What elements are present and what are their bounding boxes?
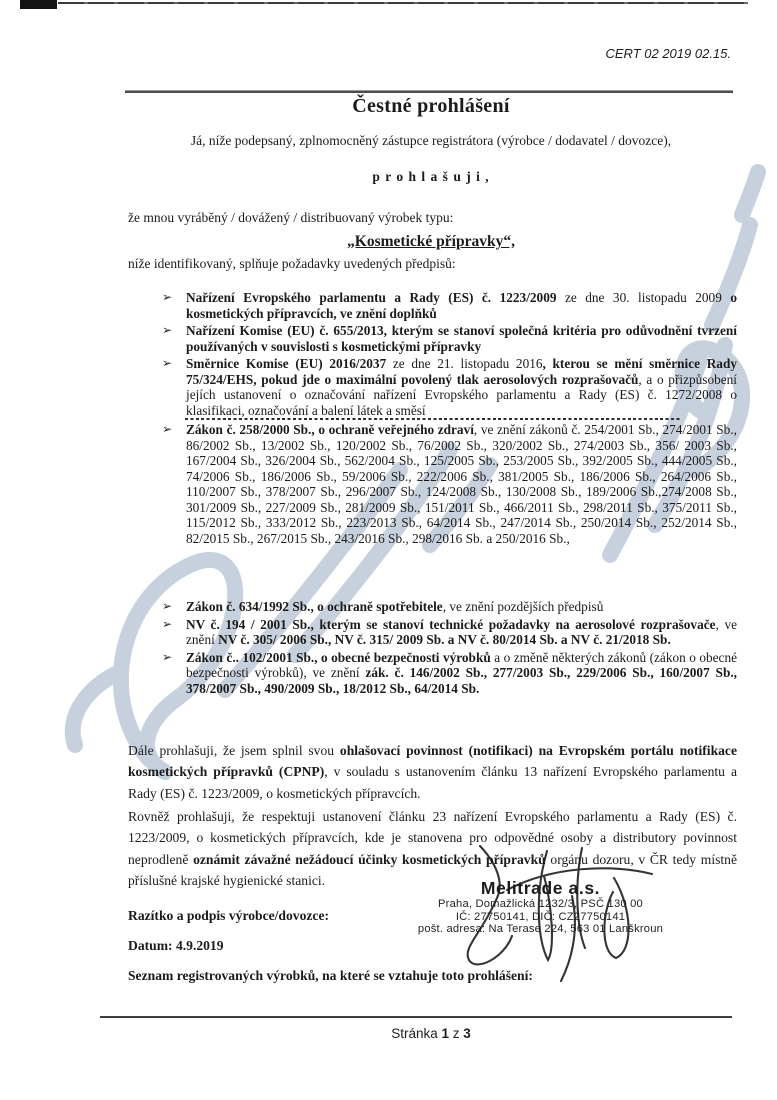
scan-artifact-line <box>58 2 748 4</box>
regulation-item <box>160 356 737 418</box>
bullet-arrow-icon: ➢ <box>162 649 173 664</box>
stamp-company-name: Melitrade a.s. <box>480 878 601 898</box>
identified-line: níže identifikovaný, splňuje požadavky uvedených předpisů: <box>128 256 456 271</box>
intro-line: Já, níže podepsaný, zplnomocněný zástupce registrátora (výrobce / dodavatel / dovozce), <box>190 133 672 148</box>
regulation-text: Nařízení Komise (EU) č. 655/2013, kterým se stanoví společná kritéria pro odůvodnění tvrzení používaných v souvislosti s kosmetickými přípravky <box>186 323 737 354</box>
registered-products-label: Seznam registrovaných výrobků, na které se vztahuje toto prohlášení: <box>128 968 533 983</box>
date-line: Datum: 4.9.2019 <box>128 938 224 953</box>
company-stamp <box>408 879 673 936</box>
dashed-separator <box>185 418 681 420</box>
regulation-text: Zákon č. 258/2000 Sb., o ochraně veřejného zdraví, ve znění zákonů č. 254/2001 Sb., 274/2001 Sb., 86/2002 Sb., 13/2002 Sb., 120/2002 Sb., 76/2002 Sb., 320/2002 Sb., 274/2003 Sb., 356/ 2003 Sb., 167/2004 Sb., 326/2004 Sb., 562/2004 Sb., 125/2005 Sb., 253/2005 Sb., 392/2005 Sb., 444/2005 Sb., 74/2006 Sb., 186/2006 Sb., 59/2006 Sb., 222/2006 Sb., 381/2005 Sb., 186/2006 Sb., 264/2006 Sb., 110/2007 Sb., 378/2007 Sb., 296/2007 Sb., 124/2008 Sb., 130/2008 Sb., 189/2006 Sb.,274/2008 Sb., 301/2009 Sb., 227/2009 Sb., 281/2009 Sb., 151/2011 Sb., 466/2011 Sb., 298/2011 Sb., 375/2011 Sb., 115/2012 Sb., 333/2012 Sb., 223/2013 Sb., 64/2014 Sb., 247/2014 Sb., 250/2014 Sb., 252/2014 Sb., 82/2015 Sb., 267/2015 Sb., 243/2016 Sb., 298/2016 Sb. a 250/2016 Sb., <box>186 422 737 546</box>
product-type-line: že mnou vyráběný / dovážený / distribuovaný výrobek typu: <box>128 210 454 225</box>
regulation-text: Směrnice Komise (EU) 2016/2037 ze dne 21. listopadu 2016, kterou se mění směrnice Rady 75/324/EHS, pokud jde o maximální povolený tlak aerosolových rozprašovačů, a o přizpůsobení jejích ustanovení o označování nařízení Evropského parlamentu a Rady (ES) č. 1272/2008 o klasifikaci, označování a balení látek a směsí <box>186 356 737 418</box>
page-number-line <box>128 1026 734 1041</box>
regulation-item <box>160 422 737 546</box>
regulation-text: Zákon č.. 102/2001 Sb., o obecné bezpečnosti výrobků a o změně některých zákonů (zákon o obecné bezpečnosti výrobků), ve znění zák. č. 146/2002 Sb., 277/2003 Sb., 229/2006 Sb., 160/2007 Sb., 378/2007 Sb., 490/2009 Sb., 18/2012 Sb., 64/2014 Sb. <box>186 649 737 696</box>
stamp-postal-address: pošt. adresa: Na Terase 224, 563 01 Lanškroun <box>417 923 664 936</box>
page-word: Stránka <box>391 1026 442 1041</box>
bullet-arrow-icon: ➢ <box>162 616 173 631</box>
czech-acts-list <box>160 599 737 698</box>
bullet-arrow-icon: ➢ <box>162 290 173 304</box>
regulation-item <box>160 323 737 354</box>
product-type-title: „Kosmetické přípravky“, <box>347 233 515 250</box>
notification-paragraph: Dále prohlašuji, že jsem splnil svou ohlašovací povinnost (notifikaci) na Evropském portálu notifikace kosmetických přípravků (CPNP), v souladu s ustanovením článku 13 nařízení Evropského parlamentu a Rady (ES) č. 1223/2009, o kosmetických přípravcích. <box>128 743 737 801</box>
regulation-item <box>160 599 737 615</box>
document-code: CERT 02 2019 02.15. <box>605 46 731 61</box>
header-divider <box>125 91 733 93</box>
scan-artifact-bar <box>20 0 57 9</box>
declare-word: p r o h l a š u j i , <box>372 169 490 184</box>
bullet-arrow-icon: ➢ <box>162 323 173 337</box>
regulation-item <box>160 650 737 697</box>
bullet-arrow-icon: ➢ <box>162 599 173 613</box>
page-title: Čestné prohlášení <box>352 95 510 117</box>
regulation-item <box>160 617 737 648</box>
bullet-arrow-icon: ➢ <box>162 356 173 370</box>
page-separator: z <box>449 1026 464 1041</box>
regulation-text: NV č. 194 / 2001 Sb., kterým se stanoví technické požadavky na aerosolové rozprašovače, ve znění NV č. 305/ 2006 Sb., NV č. 315/ 2009 Sb. a NV č. 80/2014 Sb. a NV č. 21/2018 Sb. <box>186 616 737 647</box>
article23-paragraph: Rovněž prohlašuji, že respektuji ustanovení článku 23 nařízení Evropského parlamentu a Rady (ES) č. 1223/2009, o kosmetických přípravcích, kde je stanovena pro odpovědné osoby a distributory povinnost neprodleně oznámit závažné nežádoucí účinky kosmetických přípravků orgánu dozoru, v ČR tedy místně příslušné krajské hygienické stanici. <box>128 809 737 888</box>
stamp-ids: IČ: 27750141, DIČ: CZ27750141 <box>455 910 626 923</box>
stamp-signature-label: Razítko a podpis výrobce/dovozce: <box>128 908 330 923</box>
page-number: 1 <box>441 1026 449 1041</box>
footer-divider <box>100 1016 732 1018</box>
health-act-list <box>160 422 737 548</box>
eu-regulations-list <box>160 290 737 420</box>
regulation-text: Nařízení Evropského parlamentu a Rady (ES) č. 1223/2009 ze dne 30. listopadu 2009 o kosmetických přípravcích, ve znění doplňků <box>186 290 737 321</box>
page-total: 3 <box>463 1026 471 1041</box>
bullet-arrow-icon: ➢ <box>162 422 173 436</box>
stamp-address: Praha, Domažlická 1232/3, PSČ 130 00 <box>438 898 643 910</box>
regulation-item <box>160 290 737 321</box>
regulation-text: Zákon č. 634/1992 Sb., o ochraně spotřebitele, ve znění pozdějších předpisů <box>186 599 604 614</box>
